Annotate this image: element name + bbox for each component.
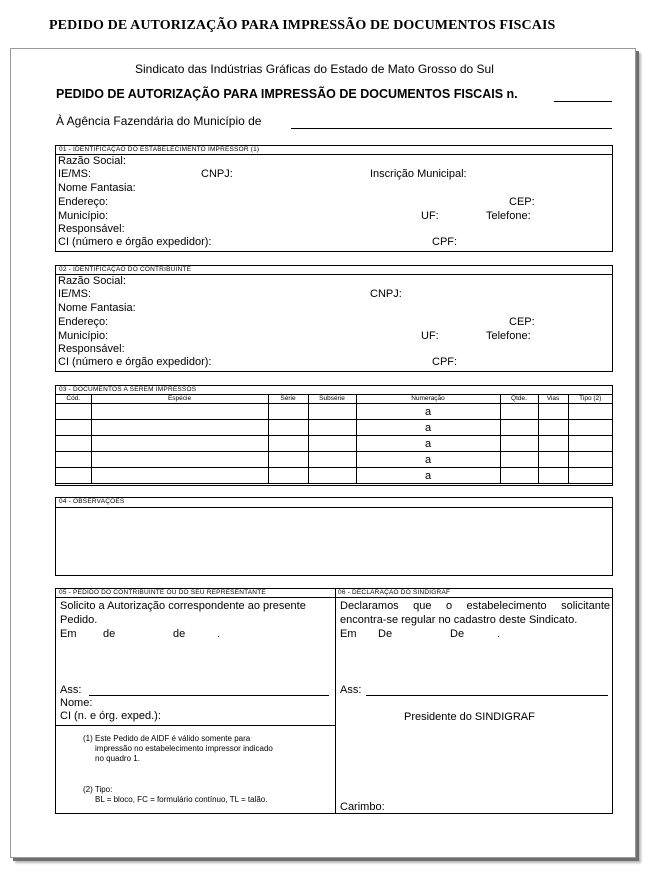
s5-date-de1: de [103,628,116,640]
section-04-title: 04 - OBSERVAÇÕES [56,498,612,508]
s2-nome-fantasia: Nome Fantasia: [58,302,136,314]
s1-telefone: Telefone: [486,210,531,222]
cell-subserie[interactable] [308,404,356,420]
section-03-title: 03 - DOCUMENTOS A SEREM IMPRESSOS [56,386,612,395]
s6-declare-line2: encontra-se regular no cadastro deste Sindicato. [340,614,578,626]
table-row [56,420,612,436]
s2-uf: UF: [421,330,439,342]
agency-label: À Agência Fazendária do Município de [56,114,262,128]
cell-codigo[interactable] [56,420,91,436]
form-title: PEDIDO DE AUTORIZAÇÃO PARA IMPRESSÃO DE DOCUMENTOS FISCAIS n. [56,87,518,101]
cell-especie[interactable] [91,468,268,484]
col-numeracao: Numeração [356,395,500,404]
union-name: Sindicato das Indústrias Gráficas do Estado de Mato Grosso do Sul [135,62,494,76]
cell-quantidade[interactable] [500,404,538,420]
s1-razao-social: Razão Social: [58,155,126,167]
s1-uf: UF: [421,210,439,222]
s6-date-de2: De [450,628,465,640]
section-request-declaration [55,588,613,814]
section-01-title: 01 - IDENTIFICAÇÃO DO ESTABELECIMENTO IMPRESSOR (1) [56,146,612,155]
section-printer-identification [55,145,613,252]
cell-vias[interactable] [538,436,568,452]
s1-municipio: Município: [58,210,109,222]
table-row [56,404,612,420]
cell-subserie[interactable] [308,468,356,484]
note-2-text: BL = bloco, FC = formulário contínuo, TL = talão. [95,795,268,804]
col-quantidade: Qtde. [500,395,538,404]
s1-inscricao-municipal: Inscrição Municipal: [370,168,467,180]
s1-cpf: CPF: [432,236,458,248]
s5-request-line1: Solicito a Autorização correspondente ao presente [60,600,306,612]
cell-numeracao[interactable]: a [356,404,500,420]
s2-endereco: Endereço: [58,316,109,328]
documents-table-header [56,395,612,404]
s6-president: Presidente do SINDIGRAF [404,711,535,723]
cell-subserie[interactable] [308,420,356,436]
cell-especie[interactable] [91,420,268,436]
note-1-line3: no quadro 1. [95,754,140,763]
cell-tipo[interactable] [568,420,612,436]
col-vias: Vias [538,395,568,404]
table-row [56,452,612,468]
documents-table [56,394,612,484]
section-observations [55,497,613,576]
s5-date-end: . [217,628,221,640]
s5-ass-label: Ass: [60,684,82,696]
section-05-title: 05 - PEDIDO DO CONTRIBUINTE OU DO SEU REPRESENTANTE [56,589,337,598]
s2-cnpj: CNPJ: [370,288,402,300]
observations-field[interactable] [58,510,610,573]
note-1-line1: (1) Este Pedido de AIDF é válido somente para [83,734,251,743]
s2-ci: CI (número e órgão expedidor): [58,356,212,368]
cell-numeracao[interactable]: a [356,420,500,436]
cell-subserie[interactable] [308,452,356,468]
s2-cep: CEP: [509,316,535,328]
cell-numeracao[interactable]: a [356,436,500,452]
s1-nome-fantasia: Nome Fantasia: [58,182,136,194]
s6-declare-line1: Declaramos que o estabelecimento solicitante [340,600,610,612]
col-codigo: Cód. [56,395,91,404]
cell-numeracao[interactable]: a [356,452,500,468]
s1-ie-ms: IE/MS: [58,168,92,180]
table-row [56,436,612,452]
note-1 [83,734,273,764]
col-subserie: Subsérie [308,395,356,404]
cell-serie[interactable] [268,404,308,420]
cell-serie[interactable] [268,452,308,468]
form-number-field[interactable] [554,101,612,102]
document-top-title: PEDIDO DE AUTORIZAÇÃO PARA IMPRESSÃO DE DOCUMENTOS FISCAIS [49,18,556,33]
s2-responsavel: Responsável: [58,343,125,355]
section-taxpayer-identification [55,265,613,372]
cell-especie[interactable] [91,404,268,420]
s6-date-em: Em [340,628,357,640]
s1-ci: CI (número e órgão expedidor): [58,236,212,248]
cell-subserie[interactable] [308,436,356,452]
s5-nome: Nome: [60,697,93,709]
cell-numeracao[interactable]: a [356,468,500,484]
cell-quantidade[interactable] [500,468,538,484]
cell-serie[interactable] [268,436,308,452]
s5-request-line2: Pedido. [60,614,98,626]
col-serie: Série [268,395,308,404]
cell-vias[interactable] [538,452,568,468]
cell-codigo[interactable] [56,436,91,452]
note-2-title: (2) Tipo: [83,785,113,794]
s1-endereco: Endereço: [58,196,109,208]
column-divider [335,589,336,813]
cell-quantidade[interactable] [500,436,538,452]
s6-date-end: . [497,628,501,640]
s1-responsavel: Responsável: [58,223,125,235]
s6-signature-field[interactable] [366,695,608,696]
s5-signature-field[interactable] [89,695,329,696]
agency-municipality-field[interactable] [291,128,612,129]
cell-quantidade[interactable] [500,420,538,436]
col-tipo: Tipo (2) [568,395,612,404]
cell-vias[interactable] [538,420,568,436]
s5-date-em: Em [60,628,77,640]
s2-cpf: CPF: [432,356,458,368]
section-documents-to-print [55,385,613,486]
s1-cnpj: CNPJ: [201,168,233,180]
s2-ie-ms: IE/MS: [58,288,92,300]
section-06-title: 06 - DECLARAÇÃO DO SINDIGRAF [335,589,612,598]
s2-municipio: Município: [58,330,109,342]
col-especie: Espécie [91,395,268,404]
cell-tipo[interactable] [568,452,612,468]
s2-telefone: Telefone: [486,330,531,342]
cell-tipo[interactable] [568,468,612,484]
cell-codigo[interactable] [56,404,91,420]
cell-especie[interactable] [91,436,268,452]
cell-vias[interactable] [538,404,568,420]
s6-carimbo: Carimbo: [340,801,385,813]
section-02-title: 02 - IDENTIFICAÇÃO DO CONTRIBUINTE [56,266,612,275]
s5-date-de2: de [173,628,186,640]
notes-divider [56,725,335,726]
table-row [56,468,612,484]
cell-vias[interactable] [538,468,568,484]
s6-date-de1: De [378,628,393,640]
cell-especie[interactable] [91,452,268,468]
note-1-line2: impressão no estabelecimento impressor indicado [95,744,273,753]
cell-codigo[interactable] [56,452,91,468]
form-page [10,48,636,858]
cell-tipo[interactable] [568,436,612,452]
s2-razao-social: Razão Social: [58,275,126,287]
cell-codigo[interactable] [56,468,91,484]
cell-serie[interactable] [268,420,308,436]
s1-cep: CEP: [509,196,535,208]
note-2 [83,785,267,805]
cell-tipo[interactable] [568,404,612,420]
cell-serie[interactable] [268,468,308,484]
s5-ci: CI (n. e órg. exped.): [60,710,161,722]
s6-ass-label: Ass: [340,684,362,696]
cell-quantidade[interactable] [500,452,538,468]
